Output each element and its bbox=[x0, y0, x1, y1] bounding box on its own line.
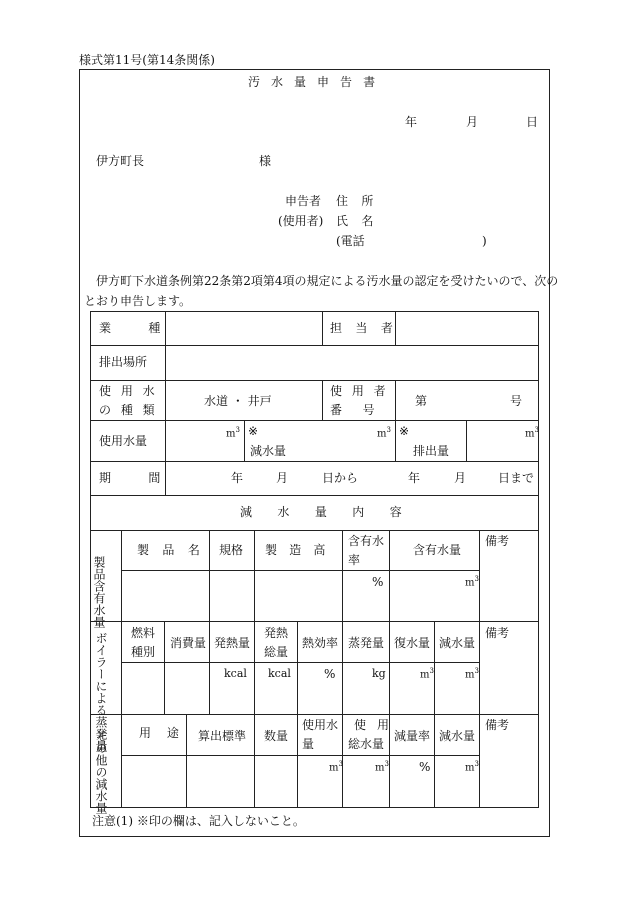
statement-line-1: 伊方町下水道条例第22条第2項第4項の規定による汚水量の認定を受けたいので、次の bbox=[96, 274, 559, 288]
boiler-col-remarks: 備考 bbox=[485, 626, 510, 640]
other-col-reduced: 減水量 bbox=[439, 729, 476, 743]
product-col-rate-2: 率 bbox=[348, 553, 361, 567]
statement-line-2: とおり申告します。 bbox=[84, 294, 192, 308]
period-to-year: 年 bbox=[408, 471, 421, 485]
boiler-col-return: 復水量 bbox=[394, 636, 431, 650]
product-col-rate-1: 含有水 bbox=[348, 534, 385, 548]
period-from-day: 日から bbox=[322, 471, 359, 485]
applicant-user-label: (使用者) bbox=[278, 214, 324, 228]
discharge-label: 排出量 bbox=[413, 444, 450, 458]
other-usage-unit: $m^3$ bbox=[329, 760, 343, 774]
industry-field[interactable] bbox=[167, 313, 320, 343]
applicant-label: 申告者 bbox=[285, 194, 322, 208]
usage-label: 使用水量 bbox=[99, 434, 148, 448]
water-type-label-1: 使 用 水 bbox=[99, 384, 158, 398]
period-to-day: 日まで bbox=[498, 471, 535, 485]
person-in-charge-label: 担 当 者 bbox=[330, 321, 398, 335]
user-no-prefix: 第 bbox=[415, 394, 428, 408]
water-options[interactable]: 水道 ・ 井戸 bbox=[204, 394, 272, 408]
boiler-col-consumption: 消費量 bbox=[170, 636, 207, 650]
phone-close: ) bbox=[482, 234, 487, 248]
phone-label: (電話 bbox=[336, 234, 365, 248]
reduced-unit: $m^3$ bbox=[377, 426, 391, 440]
other-col-rate: 減量率 bbox=[394, 729, 431, 743]
product-percent: % bbox=[372, 575, 384, 589]
usage-unit: $m^3$ bbox=[226, 426, 240, 440]
reduction-header: 減 水 量 内 容 bbox=[240, 505, 413, 519]
water-type-label-2: の 種 類 bbox=[99, 403, 158, 417]
boiler-reduced-unit: $m^3$ bbox=[465, 667, 479, 681]
user-no-label-1: 使 用 者 bbox=[330, 384, 389, 398]
boiler-col-fuel-2: 種別 bbox=[131, 645, 156, 659]
boiler-col-reduced: 減水量 bbox=[439, 636, 476, 650]
other-col-basis: 算出標準 bbox=[198, 729, 247, 743]
boiler-evaporation-unit: kg bbox=[372, 667, 386, 680]
boiler-efficiency-unit: % bbox=[324, 667, 336, 681]
user-no-label-2: 番 号 bbox=[330, 403, 384, 417]
other-rate-unit: % bbox=[419, 760, 431, 774]
product-col-remarks: 備考 bbox=[485, 534, 510, 548]
date-year: 年 bbox=[405, 115, 418, 129]
other-col-total-2: 総水量 bbox=[348, 737, 385, 751]
discharge-unit: $m^3$ bbox=[525, 426, 539, 440]
other-col-usage-2: 量 bbox=[302, 737, 315, 751]
person-in-charge-field[interactable] bbox=[397, 313, 537, 343]
industry-label: 業 種 bbox=[99, 321, 178, 335]
boiler-total-heat-unit: kcal bbox=[268, 667, 291, 680]
reduced-label: 減水量 bbox=[250, 444, 287, 458]
other-total-unit: $m^3$ bbox=[375, 760, 389, 774]
boiler-heat-unit: kcal bbox=[224, 667, 247, 680]
address-label: 住 所 bbox=[336, 194, 379, 208]
period-from-month: 月 bbox=[276, 471, 289, 485]
user-no-suffix: 号 bbox=[510, 394, 523, 408]
product-col-water: 含有水量 bbox=[413, 543, 462, 557]
discharge-mark: ※ bbox=[399, 424, 410, 438]
boiler-col-total-heat-2: 総量 bbox=[264, 645, 289, 659]
period-label: 期 間 bbox=[99, 471, 178, 485]
period-from-year: 年 bbox=[231, 471, 244, 485]
product-side-label: 製品含有水量 bbox=[92, 556, 106, 628]
boiler-col-efficiency: 熱効率 bbox=[302, 636, 339, 650]
product-unit: $m^3$ bbox=[465, 575, 479, 589]
other-side-label: その他の減水量 bbox=[94, 730, 108, 814]
note: 注意(1) ※印の欄は、記入しないこと。 bbox=[92, 814, 305, 828]
other-col-usage-1: 使用水 bbox=[302, 718, 339, 732]
other-col-use: 用 途 bbox=[139, 726, 185, 740]
other-col-remarks: 備考 bbox=[485, 718, 510, 732]
addressee-honorific: 様 bbox=[259, 154, 272, 168]
name-label: 氏 名 bbox=[336, 214, 379, 228]
reduced-mark: ※ bbox=[248, 424, 259, 438]
discharge-place-label: 排出場所 bbox=[99, 355, 148, 369]
boiler-col-fuel-1: 燃料 bbox=[131, 626, 156, 640]
addressee-name: 伊方町長 bbox=[96, 154, 145, 168]
boiler-return-unit: $m^3$ bbox=[420, 667, 434, 681]
other-reduced-unit: $m^3$ bbox=[465, 760, 479, 774]
period-to-month: 月 bbox=[454, 471, 467, 485]
boiler-side-label: ボイラーによる蒸発量 bbox=[94, 632, 108, 752]
product-col-production: 製 造 高 bbox=[265, 543, 330, 557]
form-number: 様式第11号(第14条関係) bbox=[79, 53, 215, 67]
form-title: 汚 水 量 申 告 書 bbox=[248, 75, 379, 89]
boiler-col-total-heat-1: 発熱 bbox=[264, 626, 289, 640]
date-month: 月 bbox=[466, 115, 479, 129]
product-col-standard: 規格 bbox=[219, 543, 244, 557]
other-col-qty: 数量 bbox=[264, 729, 289, 743]
discharge-place-field[interactable] bbox=[167, 347, 537, 378]
boiler-col-evaporation: 蒸発量 bbox=[348, 636, 385, 650]
boiler-col-heat: 発熱量 bbox=[214, 636, 251, 650]
date-day: 日 bbox=[526, 115, 539, 129]
product-col-name: 製 品 名 bbox=[137, 543, 205, 557]
other-col-total-1: 使 用 bbox=[354, 718, 393, 732]
